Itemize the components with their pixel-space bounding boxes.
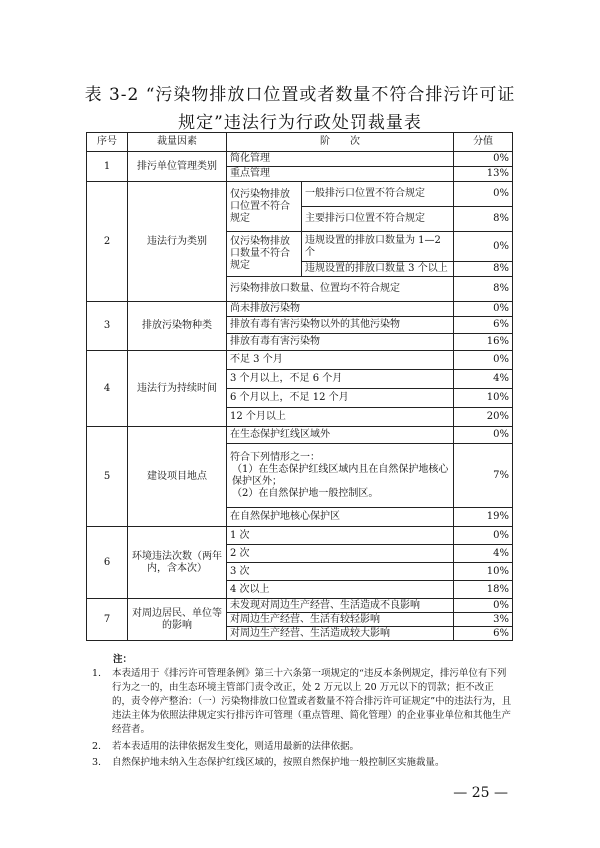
- score-cell: 3%: [454, 613, 513, 627]
- note-number: 2.: [92, 741, 102, 752]
- factor-cell: 排放污染物种类: [128, 302, 227, 351]
- score-cell: 6%: [454, 317, 513, 334]
- level-line: （1）在生态保护红线区域内且在自然保护地核心保护区外；: [232, 463, 449, 487]
- score-cell: 13%: [454, 167, 513, 182]
- table-row: [87, 599, 513, 613]
- table-row: [87, 182, 513, 207]
- notes-heading: 注：: [113, 654, 133, 665]
- note-number: 1.: [92, 668, 102, 679]
- level-cell: 尚未排放污染物: [227, 302, 454, 317]
- sub-category-cell: 仅污染物排放口数量不符合规定: [227, 232, 302, 277]
- level-cell: 一般排污口位置不符合规定: [302, 182, 454, 207]
- table-row: [87, 527, 513, 545]
- score-cell: 0%: [454, 527, 513, 545]
- factor-cell: 违法行为持续时间: [128, 351, 227, 427]
- score-cell: 0%: [454, 599, 513, 613]
- table-row: [87, 351, 513, 370]
- level-cell: 3 个月以上，不足 6 个月: [227, 370, 454, 389]
- header-seq: 序号: [87, 133, 128, 152]
- seq-cell: 4: [87, 351, 128, 427]
- table-header-row: [87, 133, 513, 152]
- seq-cell: 2: [87, 182, 128, 302]
- seq-cell: 7: [87, 599, 128, 641]
- level-cell: 12 个月以上: [227, 408, 454, 427]
- note-number: 3.: [92, 757, 102, 768]
- factor-cell: 建设项目地点: [128, 427, 227, 527]
- score-cell: 0%: [454, 182, 513, 207]
- level-cell: 污染物排放口数量、位置均不符合规定: [227, 277, 454, 302]
- score-cell: 20%: [454, 408, 513, 427]
- score-cell: 4%: [454, 545, 513, 563]
- level-cell-multi: [227, 444, 454, 508]
- header-factor: 裁量因素: [128, 133, 227, 152]
- score-cell: 0%: [454, 152, 513, 167]
- seq-cell: 5: [87, 427, 128, 527]
- note-text: 若本表适用的法律依据发生变化，则适用最新的法律依据。: [112, 741, 360, 752]
- score-cell: 0%: [454, 427, 513, 444]
- level-line: 符合下列情形之一：: [230, 451, 320, 463]
- header-level: 阶 次: [227, 133, 454, 152]
- sub-category-cell: 仅污染物排放口位置不符合规定: [227, 182, 302, 232]
- level-cell: 1 次: [227, 527, 454, 545]
- factor-cell: 违法行为类别: [128, 182, 227, 302]
- level-cell: 未发现对周边生产经营、生活造成不良影响: [227, 599, 454, 613]
- table-title-line-2: 规定”违法行为行政处罚裁量表: [178, 113, 422, 133]
- level-cell: 违规设置的排放口数量 3 个以上: [302, 262, 454, 277]
- score-cell: 8%: [454, 207, 513, 232]
- level-cell: 在生态保护红线区域外: [227, 427, 454, 444]
- level-cell: 4 次以上: [227, 581, 454, 599]
- level-cell: 3 次: [227, 563, 454, 581]
- level-line: （2）在自然保护地一般控制区。: [232, 487, 379, 499]
- page-number: — 25 —: [453, 785, 508, 801]
- score-cell: 7%: [454, 444, 513, 508]
- score-cell: 0%: [454, 351, 513, 370]
- score-cell: 16%: [454, 334, 513, 351]
- note-1: [92, 667, 512, 737]
- level-cell: 主要排污口位置不符合规定: [302, 207, 454, 232]
- level-cell: 排放有毒有害污染物以外的其他污染物: [227, 317, 454, 334]
- seq-cell: 6: [87, 527, 128, 599]
- score-cell: 0%: [454, 232, 513, 262]
- level-cell: 对周边生产经营、生活有较轻影响: [227, 613, 454, 627]
- level-cell: 排放有毒有害污染物: [227, 334, 454, 351]
- score-cell: 10%: [454, 563, 513, 581]
- level-cell: 重点管理: [227, 167, 454, 182]
- table-row: [87, 302, 513, 317]
- score-cell: 18%: [454, 581, 513, 599]
- score-cell: 10%: [454, 389, 513, 408]
- factor-cell: 排污单位管理类别: [128, 152, 227, 182]
- note-text: 本表适用于《排污许可管理条例》第三十六条第一项规定的“违反本条例规定，排污单位有下列行为之一的，由生态环境主管部门责令改正，处 2 万元以上 20 万元以下的罚款；拒不改正的，责令停产整治：（一）污染物排放口位置或者数量不符合排污许可证规定”中的违法行为，且违法主体为依照法律规定实行排污许可管理（重点管理、简化管理）的企业事业单位和其他生产经营者。: [112, 668, 512, 735]
- factor-cell: 对周边居民、单位等的影响: [128, 599, 227, 641]
- score-cell: 8%: [454, 262, 513, 277]
- level-cell: 2 次: [227, 545, 454, 563]
- level-cell: 在自然保护地核心保护区: [227, 508, 454, 527]
- note-3: [92, 756, 512, 770]
- level-cell: 对周边生产经营、生活造成较大影响: [227, 627, 454, 641]
- note-2: [92, 740, 512, 754]
- seq-cell: 1: [87, 152, 128, 182]
- level-cell: 违规设置的排放口数量为 1—2 个: [302, 232, 454, 262]
- level-cell: 不足 3 个月: [227, 351, 454, 370]
- score-cell: 0%: [454, 302, 513, 317]
- score-cell: 19%: [454, 508, 513, 527]
- header-score: 分值: [454, 133, 513, 152]
- score-cell: 6%: [454, 627, 513, 641]
- level-cell: 简化管理: [227, 152, 454, 167]
- table-row: [87, 427, 513, 444]
- factor-cell: 环境违法次数（两年内，含本次）: [128, 527, 227, 599]
- score-cell: 8%: [454, 277, 513, 302]
- note-text: 自然保护地未纳入生态保护红线区域的，按照自然保护地一般控制区实施裁量。: [112, 757, 445, 768]
- seq-cell: 3: [87, 302, 128, 351]
- table-row: [87, 152, 513, 167]
- score-cell: 4%: [454, 370, 513, 389]
- penalty-discretion-table: [86, 132, 513, 641]
- level-cell: 6 个月以上，不足 12 个月: [227, 389, 454, 408]
- table-title-line-1: 表 3-2 “污染物排放口位置或者数量不符合排污许可证: [84, 85, 516, 105]
